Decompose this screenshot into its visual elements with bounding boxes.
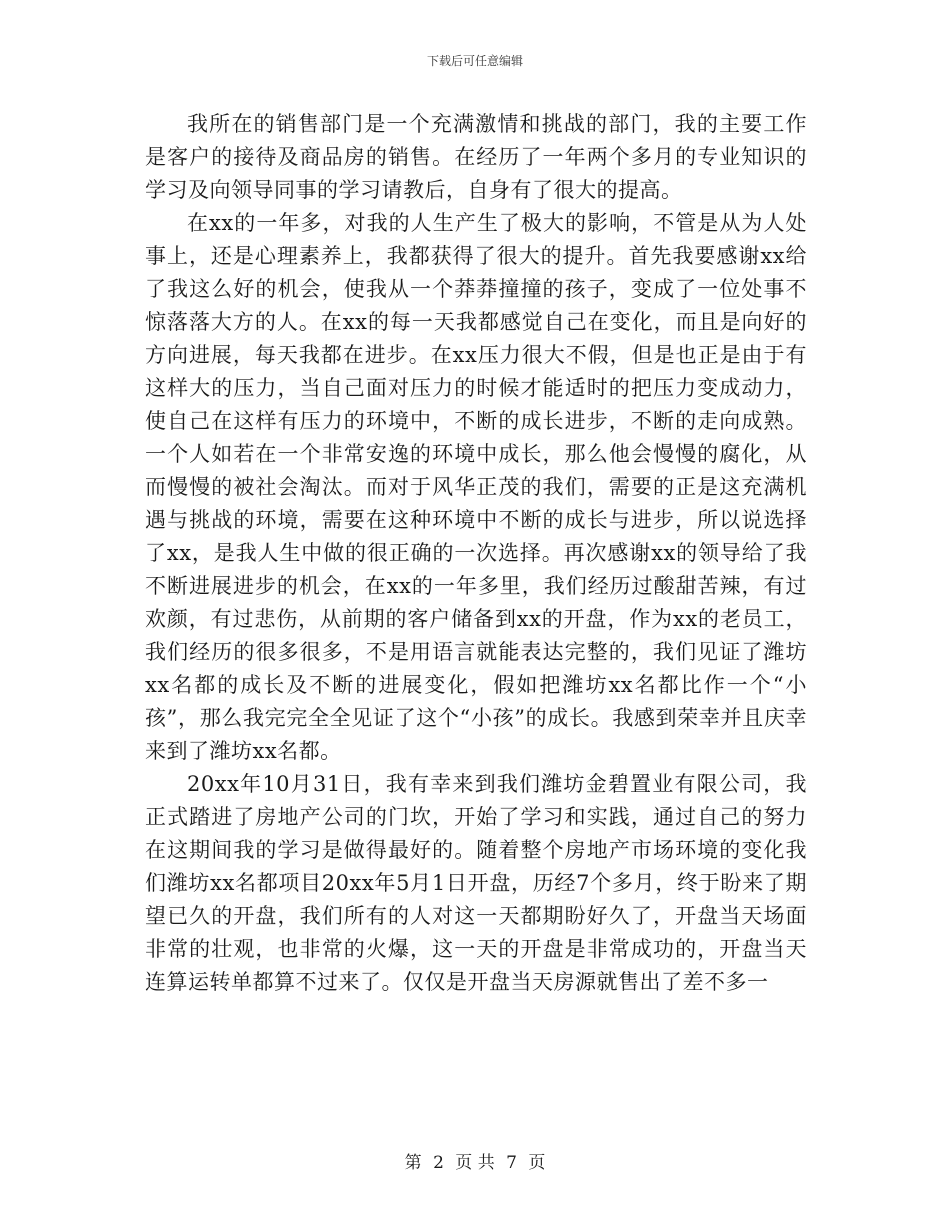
paragraph-1: 我所在的销售部门是一个充满激情和挑战的部门，我的主要工作是客户的接待及商品房的销售。在经历了一年两个多月的专业知识的学习及向领导同事的学习请教后，自身有了很大的提高。	[145, 112, 807, 202]
footer-prefix: 第	[404, 1153, 422, 1173]
document-body	[145, 108, 807, 999]
paragraph-2: 在xx的一年多，对我的人生产生了极大的影响，不管是从为人处事上，还是心理素养上，我都获得了很大的提升。首先我要感谢xx给了我这么好的机会，使我从一个莽莽撞撞的孩子，变成了一位处事不惊落落大方的人。在xx的每一天我都感觉自己在变化，而且是向好的方向进展，每天我都在进步。在xx压力很大不假，但是也正是由于有这样大的压力，当自己面对压力的时候才能适时的把压力变成动力，使自己在这样有压力的环境中，不断的成长进步，不断的走向成熟。一个人如若在一个非常安逸的环境中成长，那么他会慢慢的腐化，从而慢慢的被社会淘汰。而对于风华正茂的我们，需要的正是这充满机遇与挑战的环境，需要在这种环境中不断的成长与进步，所以说选择了xx，是我人生中做的很正确的一次选择。再次感谢xx的领导给了我不断进展进步的机会，在xx的一年多里，我们经历过酸甜苦辣，有过欢颜，有过悲伤，从前期的客户储备到xx的开盘，作为xx的老员工，我们经历的很多很多，不是用语言就能表达完整的，我们见证了潍坊xx名都的成长及不断的进展变化，假如把潍坊xx名都比作一个“小孩”，那么我完完全全见证了这个“小孩”的成长。我感到荣幸并且庆幸来到了潍坊xx名都。	[145, 211, 807, 763]
footer-total-pages: 7	[506, 1153, 517, 1173]
footer-current-page: 2	[433, 1153, 444, 1173]
footer-suffix: 页	[528, 1153, 546, 1173]
page-header-note: 下载后可任意编辑	[426, 54, 523, 68]
page-number-footer	[0, 1152, 950, 1174]
footer-middle: 页 共	[455, 1153, 495, 1173]
paragraph-3: 20xx年10月31日，我有幸来到我们潍坊金碧置业有限公司，我正式踏进了房地产公司的门坎，开始了学习和实践，通过自己的努力在这期间我的学习是做得最好的。随着整个房地产市场环境的变化我们潍坊xx名都项目20xx年5月1日开盘，历经7个多月，终于盼来了期望已久的开盘，我们所有的人对这一天都期盼好久了，开盘当天场面非常的壮观，也非常的火爆，这一天的开盘是非常成功的，开盘当天连算运转单都算不过来了。仅仅是开盘当天房源就售出了差不多一	[145, 772, 807, 994]
